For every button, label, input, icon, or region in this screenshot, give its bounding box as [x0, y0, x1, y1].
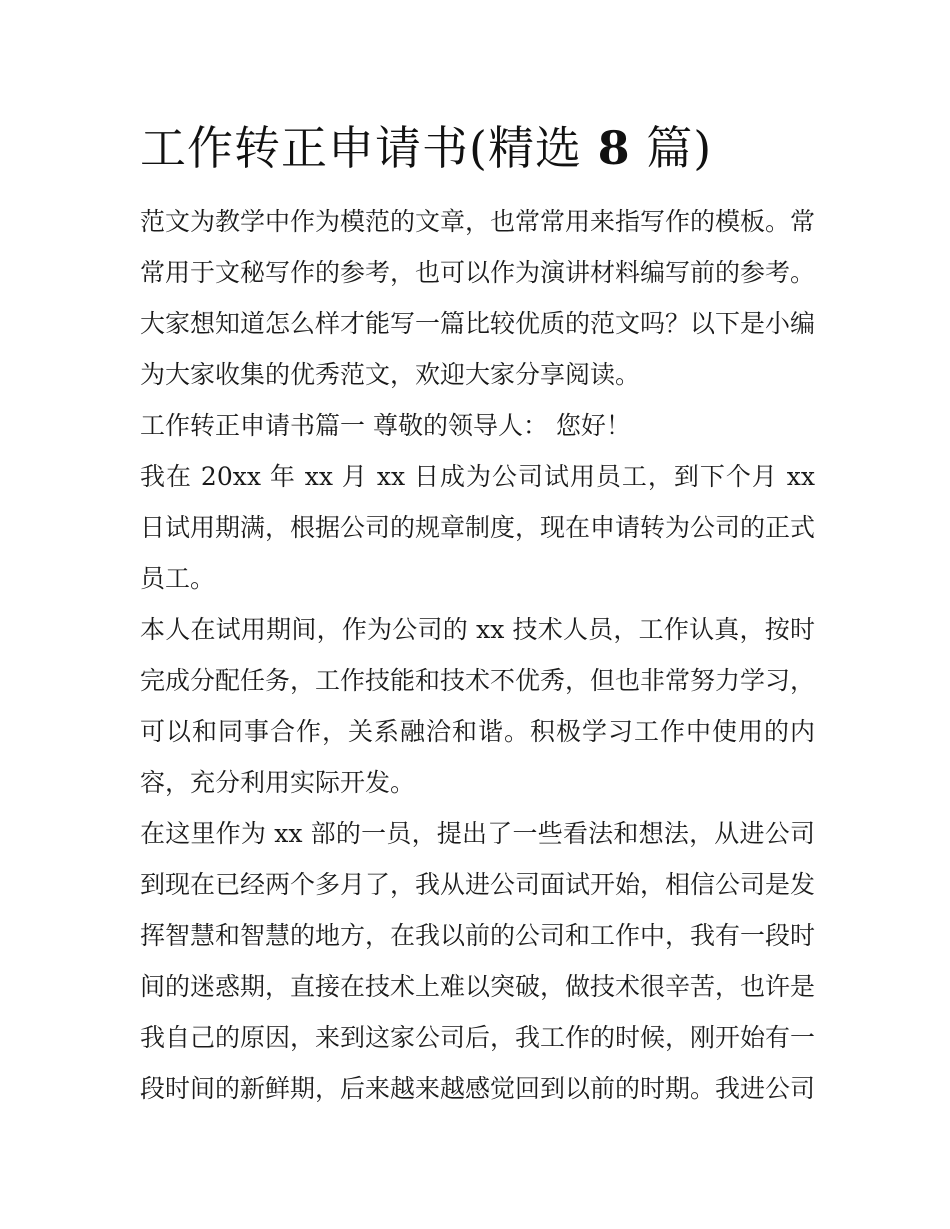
paragraph-performance: 本人在试用期间，作为公司的 xx 技术人员，工作认真，按时完成分配任务，工作技能和技术不优秀，但也非常努力学习，可以和同事合作，关系融洽和谐。积极学习工作中使用的内容，充分利用实际开发。 [140, 615, 816, 797]
paragraph-salutation: 工作转正申请书篇一 尊敬的领导人： 您好！ [140, 411, 631, 440]
paragraph-reflection: 在这里作为 xx 部的一员，提出了一些看法和想法，从进公司到现在已经两个多月了，我从进公司面试开始，相信公司是发挥智慧和智慧的地方，在我以前的公司和工作中，我有一段时间的迷惑期，直接在技术上难以突破，做技术很辛苦，也许是我自己的原因，来到这家公司后，我工作的时候，刚开始有一段时间的新鲜期，后来越来越感觉回到以前的时期。我进公司 [140, 819, 816, 1103]
title-text-end: 篇) [630, 121, 713, 175]
document-title [140, 112, 815, 184]
paragraph-application: 我在 20xx 年 xx 月 xx 日成为公司试用员工，到下个月 xx 日试用期满，根据公司的规章制度，现在申请转为公司的正式员工。 [140, 462, 816, 593]
paragraph-intro: 范文为教学中作为模范的文章，也常常用来指写作的模板。常常用于文秘写作的参考，也可以作为演讲材料编写前的参考。大家想知道怎么样才能写一篇比较优质的范文吗？以下是小编为大家收集的优秀范文，欢迎大家分享阅读。 [140, 207, 816, 389]
title-text: 工作转正申请书(精选 [140, 121, 598, 175]
document-body [140, 196, 815, 1114]
title-number: 8 [597, 121, 631, 175]
document-page [140, 112, 815, 1114]
